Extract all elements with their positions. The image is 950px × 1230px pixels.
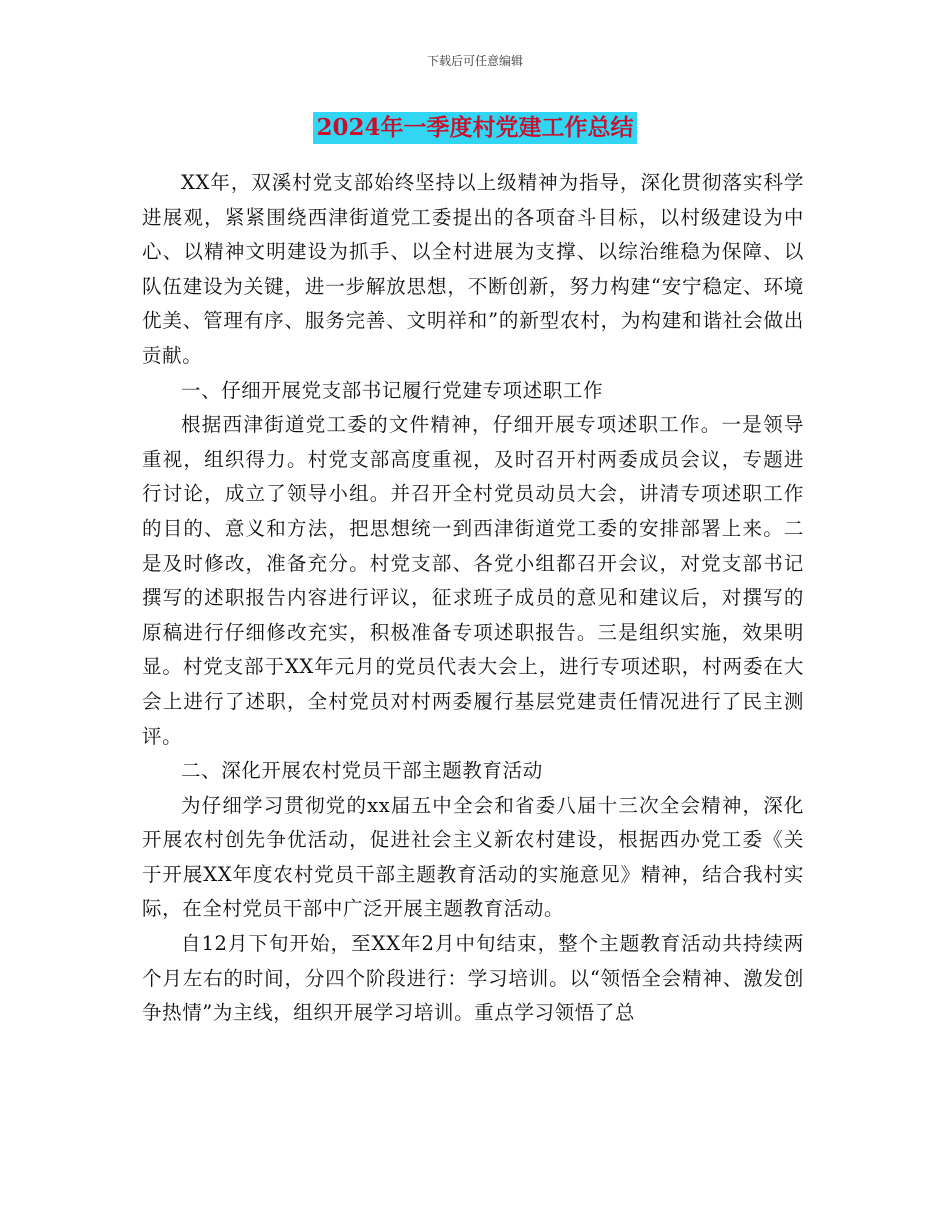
section-heading-2: 二、深化开展农村党员干部主题教育活动 [181, 759, 543, 783]
paragraph-section-1: 根据西津街道党工委的文件精神，仔细开展专项述职工作。一是领导重视，组织得力。村党支部高度重视，及时召开村两委成员会议，专题进行讨论，成立了领导小组。并召开全村党员动员大会，讲清专项述职工作的目的、意义和方法，把思想统一到西津街道党工委的安排部署上来。二是及时修改，准备充分。村党支部、各党小组都召开会议，对党支部书记撰写的述职报告内容进行评议，征求班子成员的意见和建议后，对撰写的原稿进行仔细修改充实，积极准备专项述职报告。三是组织实施，效果明显。村党支部于XX年元月的党员代表大会上，进行专项述职，村两委在大会上进行了述职，全村党员对村两委履行基层党建责任情况进行了民主测评。 [142, 413, 804, 748]
header-note: 下载后可任意编辑 [426, 54, 523, 68]
paragraph-section-2a: 为仔细学习贯彻党的xx届五中全会和省委八届十三次全会精神，深化开展农村创先争优活动，促进社会主义新农村建设，根据西办党工委《关于开展XX年度农村党员干部主题教育活动的实施意见》精神，结合我村实际，在全村党员干部中广泛开展主题教育活动。 [142, 793, 804, 921]
document-title: 2024年一季度村党建工作总结 [313, 112, 636, 144]
document-body [142, 166, 804, 1031]
section-heading-1: 一、仔细开展党支部书记履行党建专项述职工作 [181, 378, 604, 402]
title-wrap [0, 112, 950, 144]
paragraph-section-2b: 自12月下旬开始，至XX年2月中旬结束，整个主题教育活动共持续两个月左右的时间，分四个阶段进行：学习培训。以“领悟全会精神、激发创争热情”为主线，组织开展学习培训。重点学习领悟了总 [142, 932, 804, 1025]
paragraph-intro: XX年，双溪村党支部始终坚持以上级精神为指导，深化贯彻落实科学进展观，紧紧围绕西津街道党工委提出的各项奋斗目标，以村级建设为中心、以精神文明建设为抓手、以全村进展为支撑、以综治维稳为保障、以队伍建设为关键，进一步解放思想，不断创新，努力构建“安宁稳定、环境优美、管理有序、服务完善、文明祥和”的新型农村，为构建和谐社会做出贡献。 [142, 171, 804, 367]
